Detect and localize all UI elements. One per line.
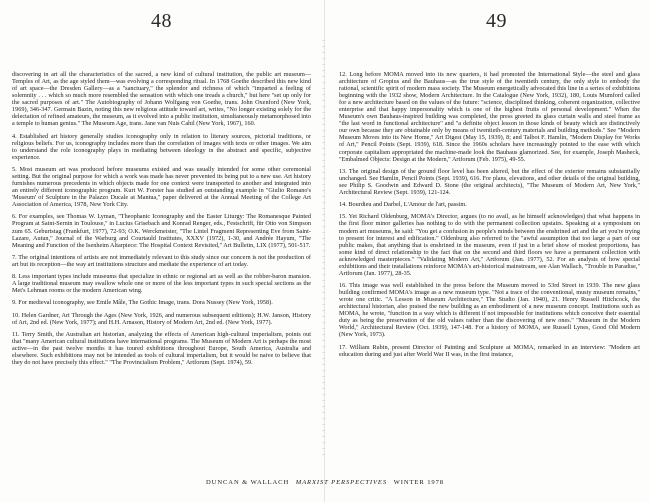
endnote-16: 16. This image was well established in the press before the Museum moved to 53rd Street in 1939. The new glass building confirmed MOMA's image as a new museum type. "Not a trace of the conventional, musty museum remains," wrote one critic. "A Lesson in Museum Architecture," The Studio (Jan. 1940), 21. Henry Russell Hitchcock, the architectural historian, also praised the new building as an embodiment of a new museum concept. Institutions such as MOMA, he wrote, "function in a way which is different if not impossible for institutions which conceive their essential duty as being the preservation of the old values rather than the discovering of new ones." "Museum in the Modern World," Architectural Review (Oct. 1939), 147-148. For a history of MOMA, see Russell Lynes, Good Old Modern (New York, 1973). bbox=[339, 282, 640, 339]
endnote-8: 8. Less important types include museums that specialize in ethnic or regional art as well as the robber-baron mansion. A large traditional museum may swallow whole one or more of the less important types in such special sections as the Met's Lehman rooms or the modern American wing. bbox=[12, 273, 311, 295]
endnote-5: 5. Most museum art was produced before museums existed and was usually intended for some other ceremonial setting. But the original purpose for which a work was made has never prevented its being put to a new use. Art history furnishes numerous precedents in which objects made for one context were transported to another and integrated into an entirely different iconographic program. Kurt W. Forster has studied an outstanding example in "Giulio Romano's 'Museum' of Sculpture in the Palazzo Ducale at Mantua," paper delivered at the Annual Meeting of the College Art Association of America, 1978, New York City. bbox=[12, 165, 311, 209]
page-right bbox=[325, 0, 650, 502]
page-gutter-divider bbox=[324, 0, 325, 502]
endnote-6: 6. For examples, see Thomas W. Lyman, "Theophanic Iconography and the Easter Liturgy: The Romanesque Painted Program at Saint-Sernin in Toulouse," in Lucius Grisebach and Konrad Renger, eds., Festschrift, für Otto von Simpson zum 65. Geburtstag (Frankfurt, 1977), 72-93; O.K. Werckmeister, "The Lintel Fragment Representing Eve from Saint-Lazare, Autun," Journal of the Warburg and Courtauld Institutes, XXXV (1972), 1-30, and Andrée Hayum, "The Meaning and Function of the Isenheim Altarpiece: The Hospital Context Revisited," Art Bulletin, LIX (1977), 501-517. bbox=[12, 213, 311, 249]
endnote-4: 4. Established art history generally studies iconography only in relation to literary sources, pictorial traditions, or religious beliefs. For us, iconography includes more than the correlation of images with texts or other images. We aim to understand the role iconography plays in mediating between ideology in the abstract and specific, subjective experience. bbox=[12, 132, 311, 161]
footer-authors: DUNCAN & WALLACH bbox=[206, 479, 290, 486]
endnote-12: 12. Long before MOMA moved into its new quarters, it had promoted the International Style—the steel and glass architecture of Gropius and the Bauhaus—as the true style of the twentieth century, the only style to embody the rational, scientific spirit of modern mass society. The Museum energetically advocated this line in a series of exhibitions beginning with the 1932 show, Modern Architecture. In the Catalogue (New York, 1932), 180, Louis Mumford called for a new architecture based on the values of the future: "science, disciplined thinking, coherent organization, collective enterprise and that happy impersonality which is one of the highest fruits of personal development." When the Museum's own Bauhaus-inspired building was completed, the press greeted its glass curtain walls and steel frame as "the last word in functional architecture" and "a definite object lesson in those kinds of beauty which are distinctively our own because they are obtainable only by means of twentieth-century materials and building methods." See "Modern Museum Moves into its New Home," Art Digest (May 15, 1939), 8; and Talbot F. Hamlin, "Modern Display for Works of Art," Pencil Points (Sept. 1939), 618. Since the 1960s scholars have increasingly pointed to the ease with which corporate capitalism appropriated the machine-made look the Bauhaus glamorized. See, for example, Joseph Masheck, "Embalmed Objects: Design at the Modern," Artforum (Feb. 1975), 49-55. bbox=[339, 71, 640, 163]
endnote-14: 14. Bourdieu and Darbel, L'Amour de l'art, passim. bbox=[339, 201, 467, 209]
endnotes-list-right bbox=[339, 71, 640, 358]
endnote-17: 17. William Rubin, present Director of Painting and Sculpture at MOMA, remarked in an interview: "Modern art education during and just after World War II was, in the first instance, bbox=[339, 343, 640, 358]
page-number-left: 48 bbox=[151, 10, 172, 32]
footer-issue: WINTER 1978 bbox=[393, 479, 444, 486]
endnote-10: 10. Helen Gardner, Art Through the Ages (New York, 1926, and numerous subsequent editions); H.W. Janson, History of Art, 2nd ed. (New York, 1977); and H.H. Arnason, History of Modern Art, 2nd ed. (New York, 1977). bbox=[12, 311, 311, 326]
running-footer bbox=[0, 479, 650, 486]
endnotes-list-left bbox=[12, 71, 311, 366]
page-number-right: 49 bbox=[486, 10, 507, 32]
endnote-7: 7. The original intentions of artists are not immediately relevant to this study since our concern is not the production of art but its reception—the way art institutions structure and mediate the experience of art today. bbox=[12, 253, 311, 268]
endnote-3-continued: discovering in art all the characteristics of the sacred, a new kind of cultural institution, the public art museum—Temples of Art, as the age styled them—was evolving a corresponding ritual. In 1768 Goethe described this new kind of art space—the Dresden Gallery—as a "sanctuary," the splendor and richness of which "imparted a feeling of solemnity . . . which so much more resembled the sensation with which one treads a church," but here "set up only for the sacred purposes of art." The Autobiography of Johann Wolfgang von Goethe, trans. John Oxenford (New York, 1969), 346-347. Germain Bazin, noting this new religious attitude toward art, writes, "No longer existing solely for the delectation of refined amateurs, the museum, as it evolved into a public institution, simultaneously metamorphosed into a temple to human genius." The Museum Age, trans. Jane van Nuis Cahil (New York, 1967), 160. bbox=[12, 71, 311, 128]
endnote-15: 15. Yet Richard Oldenburg, MOMA's Director, argues (to no avail, as he himself acknowledges) that what happens in the first floor minor galleries has nothing to do with the permanent collection upstairs. Speaking at a symposium on modern art museums, he said: "You get a confusion in people's minds between the enshrined art and the art you're trying to present for interest and edification." Oldenburg also referred to the "awful assumption that too large a part of our public makes, that anything that is enshrined in the museum, even if just in a brief show of modest proportions, has some kind of direct relationship to the fact that on the second and third floors we have a permanent collection with acknowledged masterpieces." "Validating Modern Art," Artforum (Jan. 1977), 52. For an analysis of how special exhibitions and their installations reinforce MOMA's art-historical mainstream, see Alan Wallach, "Trouble in Paradise," Artforum (Jan. 1977), 28-35. bbox=[339, 213, 640, 277]
endnote-9: 9. For medieval iconography, see Emile Mâle, The Gothic Image, trans. Dora Nussey (New York, 1958). bbox=[12, 299, 273, 307]
footer-journal: MARXIST PERSPECTIVES bbox=[295, 479, 388, 486]
endnote-13: 13. The original design of the ground floor level has been altered, but the effect of the exterior remains substantially unchanged. See Hamlin, Pencil Points (Sept. 1939), 616. For plans, elevations, and other details of the original building, see Philip S. Goodwin and Edward D. Stone (the original architects), "The Museum of Modern Art, New York," Architectural Review (Sept. 1939), 121-124. bbox=[339, 167, 640, 196]
endnote-11: 11. Terry Smith, the Australian art historian, analyzing the effects of American high-cultural imperialism, points out that "many American cultural institutions have international programs. The Museum of Modern Art is perhaps the most active—in the past twelve months it has toured exhibitions throughout Europe, South America, Australia and elsewhere. Such exhibitions may not be intended as tools of cultural imperialism, but it would be naive to believe that they do not have precisely this effect." "The Provincialism Problem," Artforum (Sept. 1974), 59. bbox=[12, 330, 311, 367]
